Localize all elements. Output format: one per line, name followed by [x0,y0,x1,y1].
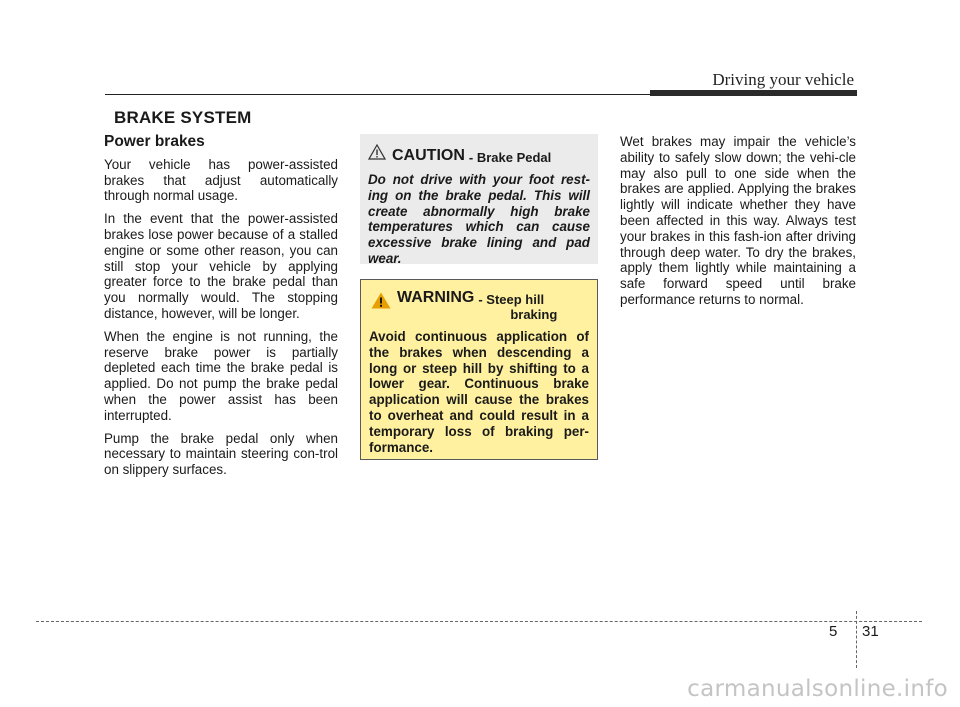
warning-label: WARNING [397,289,475,306]
running-title: Driving your vehicle [712,70,854,89]
paragraph: Pump the brake pedal only when necessary to maintain steering con-trol on slippery surfaces. [104,430,338,478]
caution-triangle-icon [368,144,386,165]
chapter-number: 5 [829,623,838,640]
column-wet-brakes [620,134,856,315]
caution-text: Do not drive with your foot rest-ing on the brake pedal. This will create abnormally high brake temperatures which can cause excessive brake lining and pad wear. [368,172,590,266]
paragraph: In the event that the power-assisted brakes lose power because of a stalled engine or some other reason, you can still stop your vehicle by applying greater force to the brake pedal than you normally would. The stopping distance, however, will be longer. [104,211,338,321]
section-title: BRAKE SYSTEM [114,108,252,127]
warning-triangle-icon [371,292,391,314]
column-power-brakes [104,134,338,485]
page-divider [856,611,857,668]
caution-box [360,134,598,264]
paragraph: Wet brakes may impair the vehicle’s ability to safely slow down; the vehi-cle may also pull to one side when the brakes are applied. Applying the brakes lightly will indicate whether they have been affected in this way. Always test your brakes in this fash-ion after driving through deep water. To dry the brakes, apply them lightly while maintaining a safe forward speed until brake performance returns to normal. [620,134,856,307]
warning-subtitle [478,289,557,322]
warning-subtitle-line2: braking [510,307,558,322]
warning-text: Avoid continuous application of the brakes when descending a long or steep hill by shifting to a lower gear. Continuous brake application will cause the brakes to overheat and could result in a temporary loss of braking per-formance. [369,329,589,455]
paragraph: Your vehicle has power-assisted brakes that adjust automatically through normal usage. [104,156,338,204]
subheading-power-brakes: Power brakes [104,133,205,150]
page-number: 31 [862,623,879,640]
warning-subtitle-line1: - Steep hill [478,292,545,307]
caution-subtitle: - Brake Pedal [468,150,552,165]
header-bar [650,90,857,96]
watermark: carmanualsonline.info [687,676,948,702]
warning-header [369,289,589,322]
paragraph: When the engine is not running, the reserve brake power is partially depleted each time the brake pedal is applied. Do not pump the brake pedal when the power assist has been interrupted. [104,328,338,423]
warning-box [360,279,598,460]
caution-header [368,144,590,165]
caution-label: CAUTION [392,147,465,164]
footer-rule [36,621,922,622]
